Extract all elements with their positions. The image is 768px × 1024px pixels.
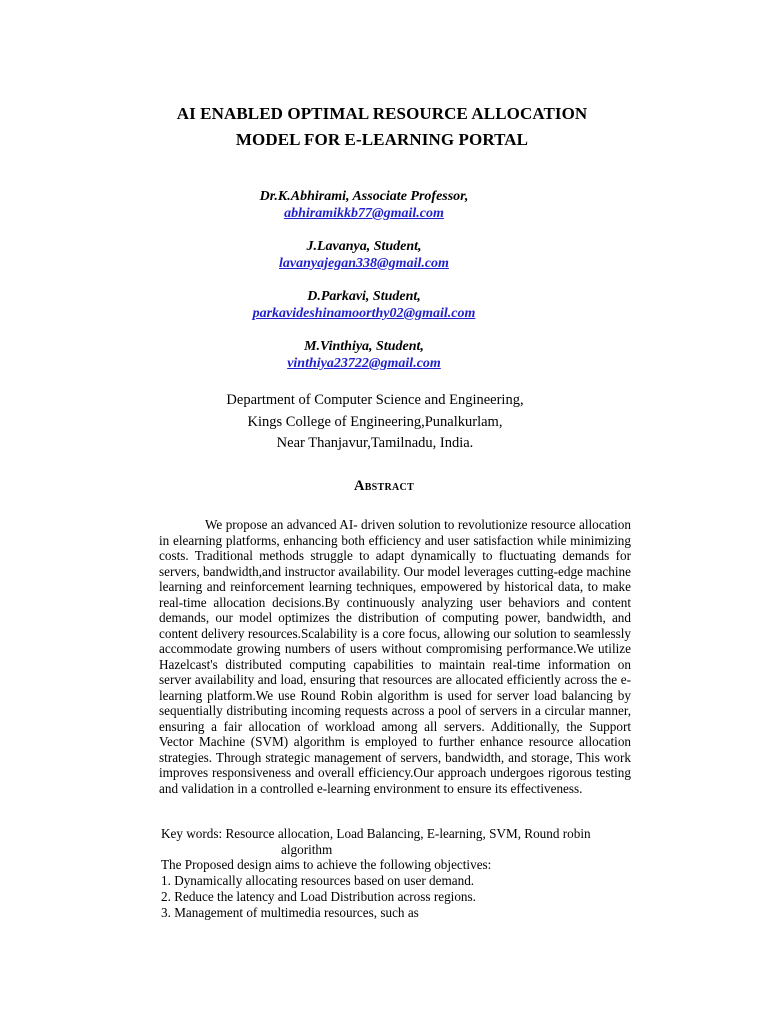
author-name: Dr.K.Abhirami, Associate Professor, (259, 189, 469, 204)
paper-title (0, 101, 764, 153)
objective-item: 2. Reduce the latency and Load Distribution across regions. (161, 889, 476, 904)
objectives-list (161, 857, 631, 921)
author-4 (120, 338, 608, 372)
objectives-intro: The Proposed design aims to achieve the following objectives: (161, 857, 492, 872)
affiliation-line-1: Department of Computer Science and Engineering, (226, 392, 524, 408)
objective-item: 3. Management of multimedia resources, such as (161, 905, 419, 920)
affiliation (150, 390, 600, 455)
author-name: D.Parkavi, Student, (307, 289, 421, 304)
author-email-link[interactable]: lavanyajegan338@gmail.com (279, 256, 449, 271)
keywords-line-2: algorithm (281, 842, 333, 857)
author-email-link[interactable]: abhiramikkb77@gmail.com (284, 206, 444, 221)
abstract-body: We propose an advanced AI- driven solution to revolutionize resource allocation in elearning platforms, enhancing both efficiency and user satisfaction while minimizing costs. Traditional methods struggle to adapt dynamically to fluctuating demands for servers, bandwidth,and instructor availability. Our model leverages cutting-edge machine learning and reinforcement learning techniques, empowered by historical data, to make real-time allocation decisions.By continuously analyzing user behaviors and content demands, our model optimizes the distribution of computing power, bandwidth, and content delivery resources.Scalability is a core focus, allowing our solution to seamlessly accommodate growing numbers of users without compromising performance.We utilize Hazelcast's distributed computing capabilities to maintain real-time information on server availability and load, ensuring that resources are allocated efficiently across the e-learning platform.We use Round Robin algorithm is used for server load balancing by sequentially distributing incoming requests across a pool of servers in a circular manner, ensuring a fair allocation of workload among all servers. Additionally, the Support Vector Machine (SVM) algorithm is employed to further enhance resource allocation strategies. Through strategic management of servers, bandwidth, and storage, This work improves responsiveness and overall efficiency.Our approach undergoes rigorous testing and validation in a controlled e-learning environment to ensure its effectiveness. (159, 517, 631, 796)
author-email-link[interactable]: vinthiya23722@gmail.com (287, 356, 441, 371)
author-2 (120, 238, 608, 272)
affiliation-line-3: Near Thanjavur,Tamilnadu, India. (276, 435, 474, 451)
keywords-line-1: Key words: Resource allocation, Load Balancing, E-learning, SVM, Round robin (161, 826, 591, 841)
author-email-link[interactable]: parkavideshinamoorthy02@gmail.com (252, 306, 476, 321)
affiliation-line-2: Kings College of Engineering,Punalkurlam, (247, 413, 503, 430)
paper-title-line-1: AI ENABLED OPTIMAL RESOURCE ALLOCATION (176, 104, 588, 123)
author-name: J.Lavanya, Student, (306, 239, 422, 254)
keywords (161, 826, 631, 858)
author-1 (120, 188, 608, 222)
objective-item: 1. Dynamically allocating resources based on user demand. (161, 873, 475, 888)
abstract-heading: Abstract (353, 478, 415, 494)
paper-title-line-2: MODEL FOR E-LEARNING PORTAL (235, 130, 529, 149)
author-name: M.Vinthiya, Student, (304, 339, 424, 354)
author-3 (120, 288, 608, 322)
